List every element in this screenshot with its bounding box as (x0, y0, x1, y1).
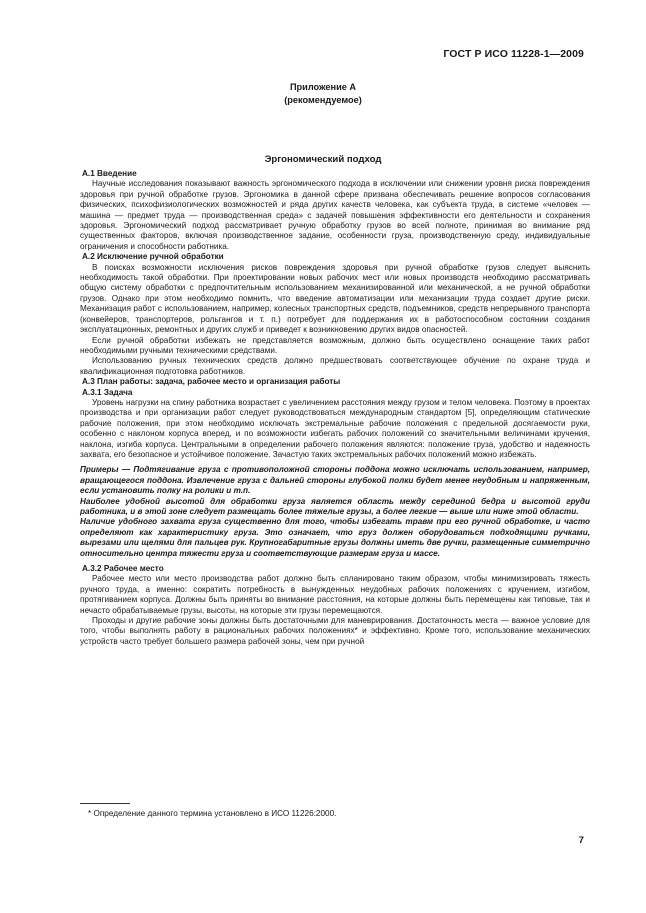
heading-a31: А.3.1 Задача (82, 387, 133, 397)
footnote: * Определение данного термина установлено в ИСО 11226:2000. (88, 809, 337, 818)
annex-title: Приложение А (289, 82, 357, 92)
paragraph-a2-2: Если ручной обработки избежать не представляется возможным, должно быть осуществлено оснащение таких работ необходимыми ручными техническими средствами. (80, 335, 590, 355)
example-2: Наиболее удобной высотой для обработки груза является область между серединой бедра и высотой груди работника, и в этой зоне следует размещать более тяжелые грузы, а более легкие — выше или ниже этой области. (80, 496, 590, 516)
annex-subtitle: (рекомендуемое) (284, 95, 362, 105)
heading-a2: А.2 Исключение ручной обработки (82, 252, 224, 262)
document-body (80, 169, 590, 647)
footnote-divider (80, 803, 130, 804)
example-3: Наличие удобного захвата груза существенно для того, чтобы избегать травм при его ручной обработке, и часто определяют как характеристику груза. Это означает, что груз должен оборудоваться подходящими ручками, вырезами или щелями для пальцев рук. Крупногабаритные грузы должны иметь две ручки, размещенные симметрично относительно центра тяжести груза и соответствующие размерам груза и массе. (80, 517, 590, 558)
paragraph-a2-1: В поисках возможности исключения рисков повреждения здоровья при ручной обработке грузов следует выяснить необходимость такой обработки. При проектировании новых рабочих мест или новых производств необходимо рассматривать общую систему обработки с предпочтительным использованием механизированной или механической, а не ручной обработки грузов. Однако при этом необходимо помнить, что введение автоматизации или механизации труда создает другие риски. Механизация работ с использованием, например, колесных транспортных средств, подъемников, средств непрерывного транспорта (конвейеров, транспортеров, рольгангов и т. п.) потребует для поддержания их в работоспособном состоянии создания эксплуатационных, ремонтных и других служб и приведет к возникновению других видов опасностей. (80, 262, 590, 335)
heading-a3: А.3 План работы: задача, рабочее место и организация работы (82, 377, 341, 387)
heading-a1: А.1 Введение (82, 169, 137, 178)
page-number: 7 (578, 835, 584, 846)
paragraph-a31: Уровень нагрузки на спину работника возрастает с увеличением расстояния между грузом и телом человека. Поэтому в проектах производства и при организации работ следует руководствоваться международным стандартом [5], определяющим статические рабочие положения, при этом необходимо исключать экстремальные рабочие положения с предельной досягаемости руки, особенно с наклоном корпуса вперед, и по возможности избегать рабочих положений со значительными величинами кручения, наклона, изгиба корпуса. Центральными в определении рабочего положения являются: положение груза, удобство и надежность захвата, его безопасное и устойчивое положение. Зачастую таких экстремальных рабочих положений можно избежать. (80, 397, 590, 459)
paragraph-a2-3: Использованию ручных технических средств должно предшествовать соответствующее обучение по охране труда и квалификационная подготовка работников. (80, 356, 590, 376)
paragraph-a1: Научные исследования показывают важность эргономического подхода в исключении или снижении уровня риска повреждения здоровья при ручной обработке грузов. Эргономика в данной сфере призвана обеспечивать решение вопросов согласования физических, психофизиологических возможностей и ряда других качеств человека, как субъекта труда, в системе «человек — машина — предмет труда — производственная среда» с задачей повышения эффективности его деятельности и сохранения здоровья. Эргономический подход рассматривает ручную обработку грузов во всей полноте, принимая во внимание ряд существенных факторов, включая производственное задание, особенности груза, производственную среду, индивидуальные ограничения и способности работника. (80, 179, 590, 251)
paragraph-a32-2: Проходы и другие рабочие зоны должны быть достаточными для маневрирования. Достаточность места — важное условие для того, чтобы выполнять работу в рациональных рабочих положениях* и эффективно. Кроме того, использование механических устройств часто требует большего размера рабочей зоны, чем при ручной (80, 616, 590, 646)
heading-a32: А.3.2 Рабочее место (82, 564, 164, 574)
section-title: Эргономический подход (264, 154, 382, 165)
document-header: ГОСТ Р ИСО 11228-1—2009 (443, 48, 584, 60)
paragraph-a32-1: Рабочее место или место производства работ должно быть спланировано таким образом, чтобы минимизировать тяжесть ручного труда, а именно: сократить потребность в вынужденных неудобных рабочих положениях с кручением, изгибом, протягиванием корпуса. Должны быть приняты во внимание расстояния, на которые должны быть перемещены как типовые, так и нечасто обрабатываемые грузы, высоты, на которые эти грузы перемещаются. (80, 574, 590, 615)
example-1: Примеры — Подтягивание груза с противоположной стороны поддона можно исключать использованием, например, вращающегося поддона. Извлечение груза с дальней стороны глубокой полки будет менее неудобным и напряженным, если установить полку на ролики и т.п. (80, 465, 590, 496)
